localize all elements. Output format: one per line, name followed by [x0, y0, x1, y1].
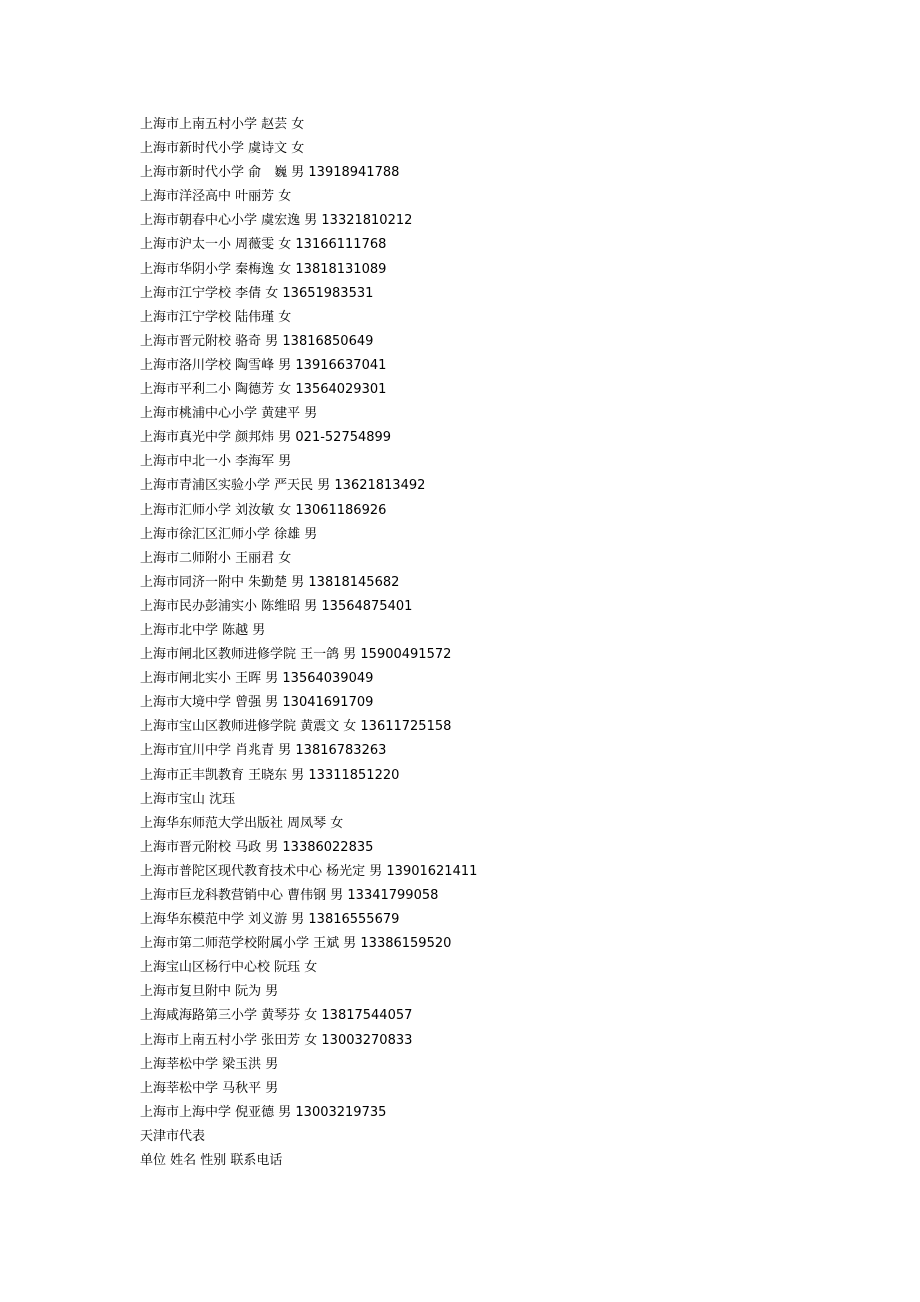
text-line: 上海市徐汇区汇师小学 徐雄 男: [140, 526, 318, 542]
text-line: 上海宝山区杨行中心校 阮珏 女: [140, 960, 318, 976]
text-line: 上海市上海中学 倪亚德 男 13003219735: [140, 1104, 387, 1120]
text-line: 上海市中北一小 李海军 男: [140, 454, 292, 470]
text-line: 上海市平利二小 陶德芳 女 13564029301: [140, 382, 387, 398]
text-line: 上海市青浦区实验小学 严天民 男 13621813492: [140, 478, 426, 494]
text-line: 上海市二师附小 王丽君 女: [140, 550, 292, 566]
contact-list: [140, 113, 840, 1173]
text-line: 上海市晋元附校 骆奇 男 13816850649: [140, 333, 374, 349]
text-line: 上海市宝山 沈珏: [140, 791, 236, 807]
text-line: 上海市第二师范学校附属小学 王斌 男 13386159520: [140, 936, 452, 952]
text-line: 上海市沪太一小 周薇雯 女 13166111768: [140, 237, 387, 253]
text-line: 上海市大境中学 曾强 男 13041691709: [140, 695, 374, 711]
text-line: 上海市洛川学校 陶雪峰 男 13916637041: [140, 357, 387, 373]
text-line: 上海市巨龙科教营销中心 曹伟钢 男 13341799058: [140, 888, 439, 903]
text-line: 上海市华阴小学 秦梅逸 女 13818131089: [140, 261, 387, 277]
text-line: 上海市宜川中学 肖兆青 男 13816783263: [140, 743, 387, 759]
text-line: 上海市江宁学校 李倩 女 13651983531: [140, 285, 374, 301]
text-line: 上海市闸北实小 王晖 男 13564039049: [140, 671, 374, 687]
text-line: 上海华东师范大学出版社 周凤琴 女: [140, 815, 344, 831]
text-line: 单位 姓名 性别 联系电话: [140, 1153, 283, 1169]
text-line: 上海市桃浦中心小学 黄建平 男: [140, 406, 318, 422]
text-line: 上海市北中学 陈越 男: [140, 622, 266, 638]
text-line: 上海市新时代小学 虞诗文 女: [140, 141, 305, 157]
text-line: 上海市同济一附中 朱勤楚 男 13818145682: [140, 574, 400, 590]
text-line: 上海市上南五村小学 赵芸 女: [140, 117, 305, 132]
text-line: 上海市普陀区现代教育技术中心 杨光定 男 13901621411: [140, 863, 478, 879]
text-line: 上海咸海路第三小学 黄琴芬 女 13817544057: [140, 1008, 413, 1024]
text-line: 上海莘松中学 梁玉洪 男: [140, 1056, 279, 1072]
text-line: 天津市代表: [140, 1128, 206, 1144]
text-line: 上海市晋元附校 马政 男 13386022835: [140, 839, 374, 855]
text-line: 上海华东模范中学 刘义游 男 13816555679: [140, 912, 400, 928]
text-line: 上海市上南五村小学 张田芳 女 13003270833: [140, 1032, 413, 1048]
text-line: 上海市真光中学 颜邦炜 男 021-52754899: [140, 430, 392, 446]
text-line: 上海莘松中学 马秋平 男: [140, 1080, 279, 1096]
text-line: 上海市正丰凯教育 王晓东 男 13311851220: [140, 767, 400, 783]
text-line: 上海市闸北区教师进修学院 王一鸽 男 15900491572: [140, 647, 452, 663]
text-line: 上海市新时代小学 俞 巍 男 13918941788: [140, 165, 400, 181]
text-line: 上海市洋泾高中 叶丽芳 女: [140, 189, 292, 205]
text-line: 上海市汇师小学 刘汝敏 女 13061186926: [140, 502, 387, 518]
text-line: 上海市复旦附中 阮为 男: [140, 984, 279, 1000]
text-line: 上海市民办彭浦实小 陈维昭 男 13564875401: [140, 598, 413, 614]
text-line: 上海市宝山区教师进修学院 黄震文 女 13611725158: [140, 719, 452, 735]
text-line: 上海市朝春中心小学 虞宏逸 男 13321810212: [140, 213, 413, 229]
text-line: 上海市江宁学校 陆伟瑾 女: [140, 309, 292, 325]
